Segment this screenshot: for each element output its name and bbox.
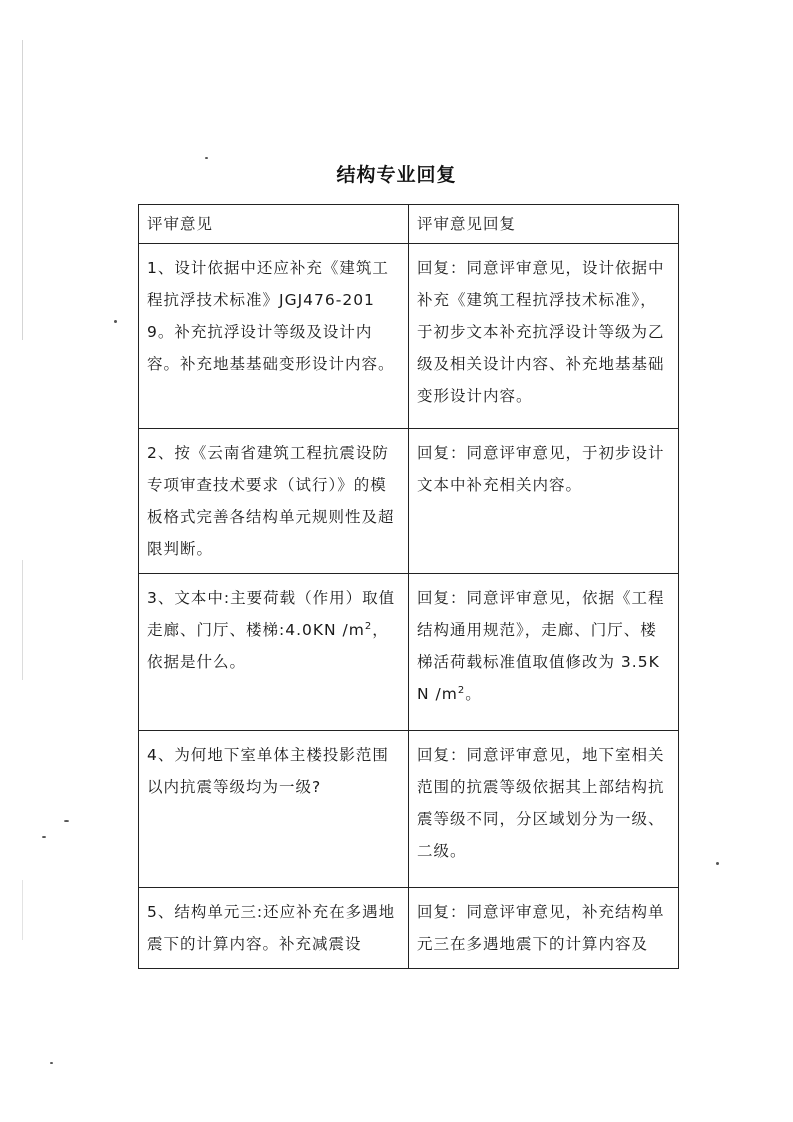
table-row [139, 888, 679, 969]
review-table [138, 204, 679, 969]
scan-speck [50, 1062, 53, 1064]
scan-speck [205, 157, 208, 159]
reply-cell [409, 574, 679, 731]
unit-superscript: 2 [457, 684, 466, 696]
comment-cell: 5、结构单元三:还应补充在多遇地震下的计算内容。补充减震设 [139, 888, 409, 969]
scan-speck [64, 820, 69, 822]
reply-cell: 回复：同意评审意见，补充结构单元三在多遇地震下的计算内容及 [409, 888, 679, 969]
comment-cell [139, 574, 409, 731]
header-review-comment: 评审意见 [139, 205, 409, 244]
scan-speck [42, 836, 46, 838]
page-title: 结构专业回复 [336, 164, 457, 186]
comment-cell: 2、按《云南省建筑工程抗震设防专项审查技术要求（试行）》的模板格式完善各结构单元规则性及超限判断。 [139, 429, 409, 574]
reply-cell: 回复：同意评审意见，于初步设计文本中补充相关内容。 [409, 429, 679, 574]
scan-artifact-line [22, 880, 23, 940]
reply-cell: 回复：同意评审意见，设计依据中补充《建筑工程抗浮技术标准》，于初步文本补充抗浮设计等级为乙级及相关设计内容、补充地基基础变形设计内容。 [409, 244, 679, 429]
scan-speck [716, 862, 719, 865]
reply-cell: 回复：同意评审意见，地下室相关范围的抗震等级依据其上部结构抗震等级不同，分区域划分为一级、二级。 [409, 731, 679, 888]
scan-artifact-line [22, 40, 23, 340]
table-row [139, 731, 679, 888]
header-review-reply: 评审意见回复 [409, 205, 679, 244]
unit-superscript: 2 [364, 620, 373, 632]
table-row [139, 429, 679, 574]
comment-cell: 1、设计依据中还应补充《建筑工程抗浮技术标准》JGJ476-2019。补充抗浮设计等级及设计内容。补充地基基础变形设计内容。 [139, 244, 409, 429]
reply-text-tail: 。 [465, 685, 482, 703]
reply-text: 回复：同意评审意见，依据《工程结构通用规范》，走廊、门厅、楼梯活荷载标准值取值修改为 3.5KN /m [417, 589, 665, 703]
table-row [139, 244, 679, 429]
comment-text: 3、文本中:主要荷载（作用）取值走廊、门厅、楼梯:4.0KN /m [147, 589, 396, 639]
comment-text-tail: ，依据是什么。 [147, 621, 389, 671]
table-row [139, 574, 679, 731]
scan-artifact-line [22, 560, 23, 680]
table-header-row [139, 205, 679, 244]
scan-speck [114, 320, 117, 323]
comment-cell: 4、为何地下室单体主楼投影范围以内抗震等级均为一级? [139, 731, 409, 888]
